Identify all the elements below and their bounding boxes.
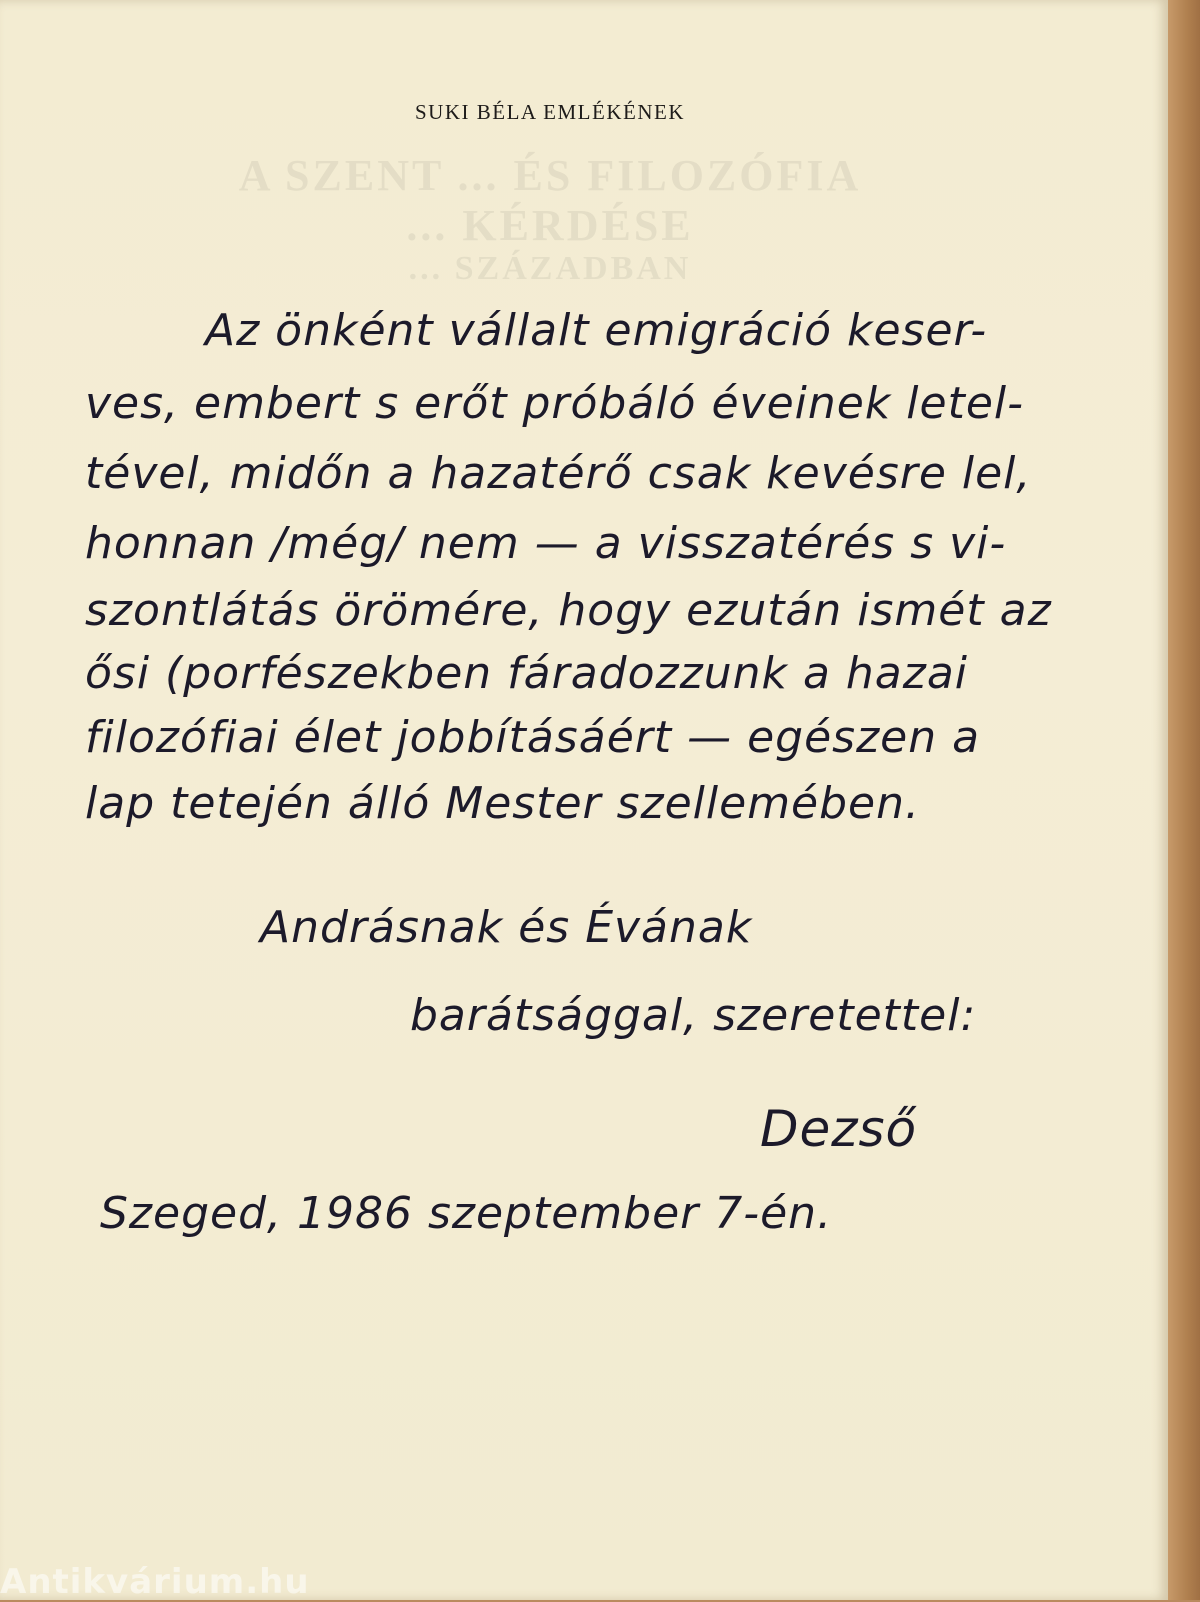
printed-dedication: SUKI BÉLA EMLÉKÉNEK — [415, 100, 685, 124]
signature: Dezső — [760, 1100, 918, 1158]
inscription-line-6: ősi (porfészekben fáradozzunk a hazai — [85, 648, 969, 699]
bleed-through-line-2: ... KÉRDÉSE — [406, 201, 694, 250]
inscription-line-2: ves, embert s erőt próbáló éveinek letel- — [85, 378, 1025, 429]
place-and-date: Szeged, 1986 szeptember 7-én. — [100, 1188, 833, 1239]
bleed-through-line-1: A SZENT ... ÉS FILOZÓFIA — [238, 151, 862, 200]
page-edge — [1168, 0, 1200, 1600]
inscription-line-4: honnan /még/ nem — a visszatérés s vi- — [85, 518, 1007, 569]
inscription-line-8: lap tetején álló Mester szellemében. — [85, 778, 921, 829]
inscription-addressee: Andrásnak és Évának — [260, 902, 753, 953]
bleed-through-line-3: ... SZÁZADBAN — [408, 250, 692, 287]
inscription-line-1: Az önként vállalt emigráció keser- — [205, 305, 988, 356]
inscription-line-5: szontlátás örömére, hogy ezután ismét az — [85, 585, 1052, 636]
inscription-line-3: tével, midőn a hazatérő csak kevésre lel, — [85, 448, 1032, 499]
watermark: Antikvárium.hu — [0, 1562, 310, 1602]
inscription-closing: barátsággal, szeretettel: — [410, 990, 977, 1041]
inscription-line-7: filozófiai élet jobbításáért — egészen a — [85, 712, 981, 763]
